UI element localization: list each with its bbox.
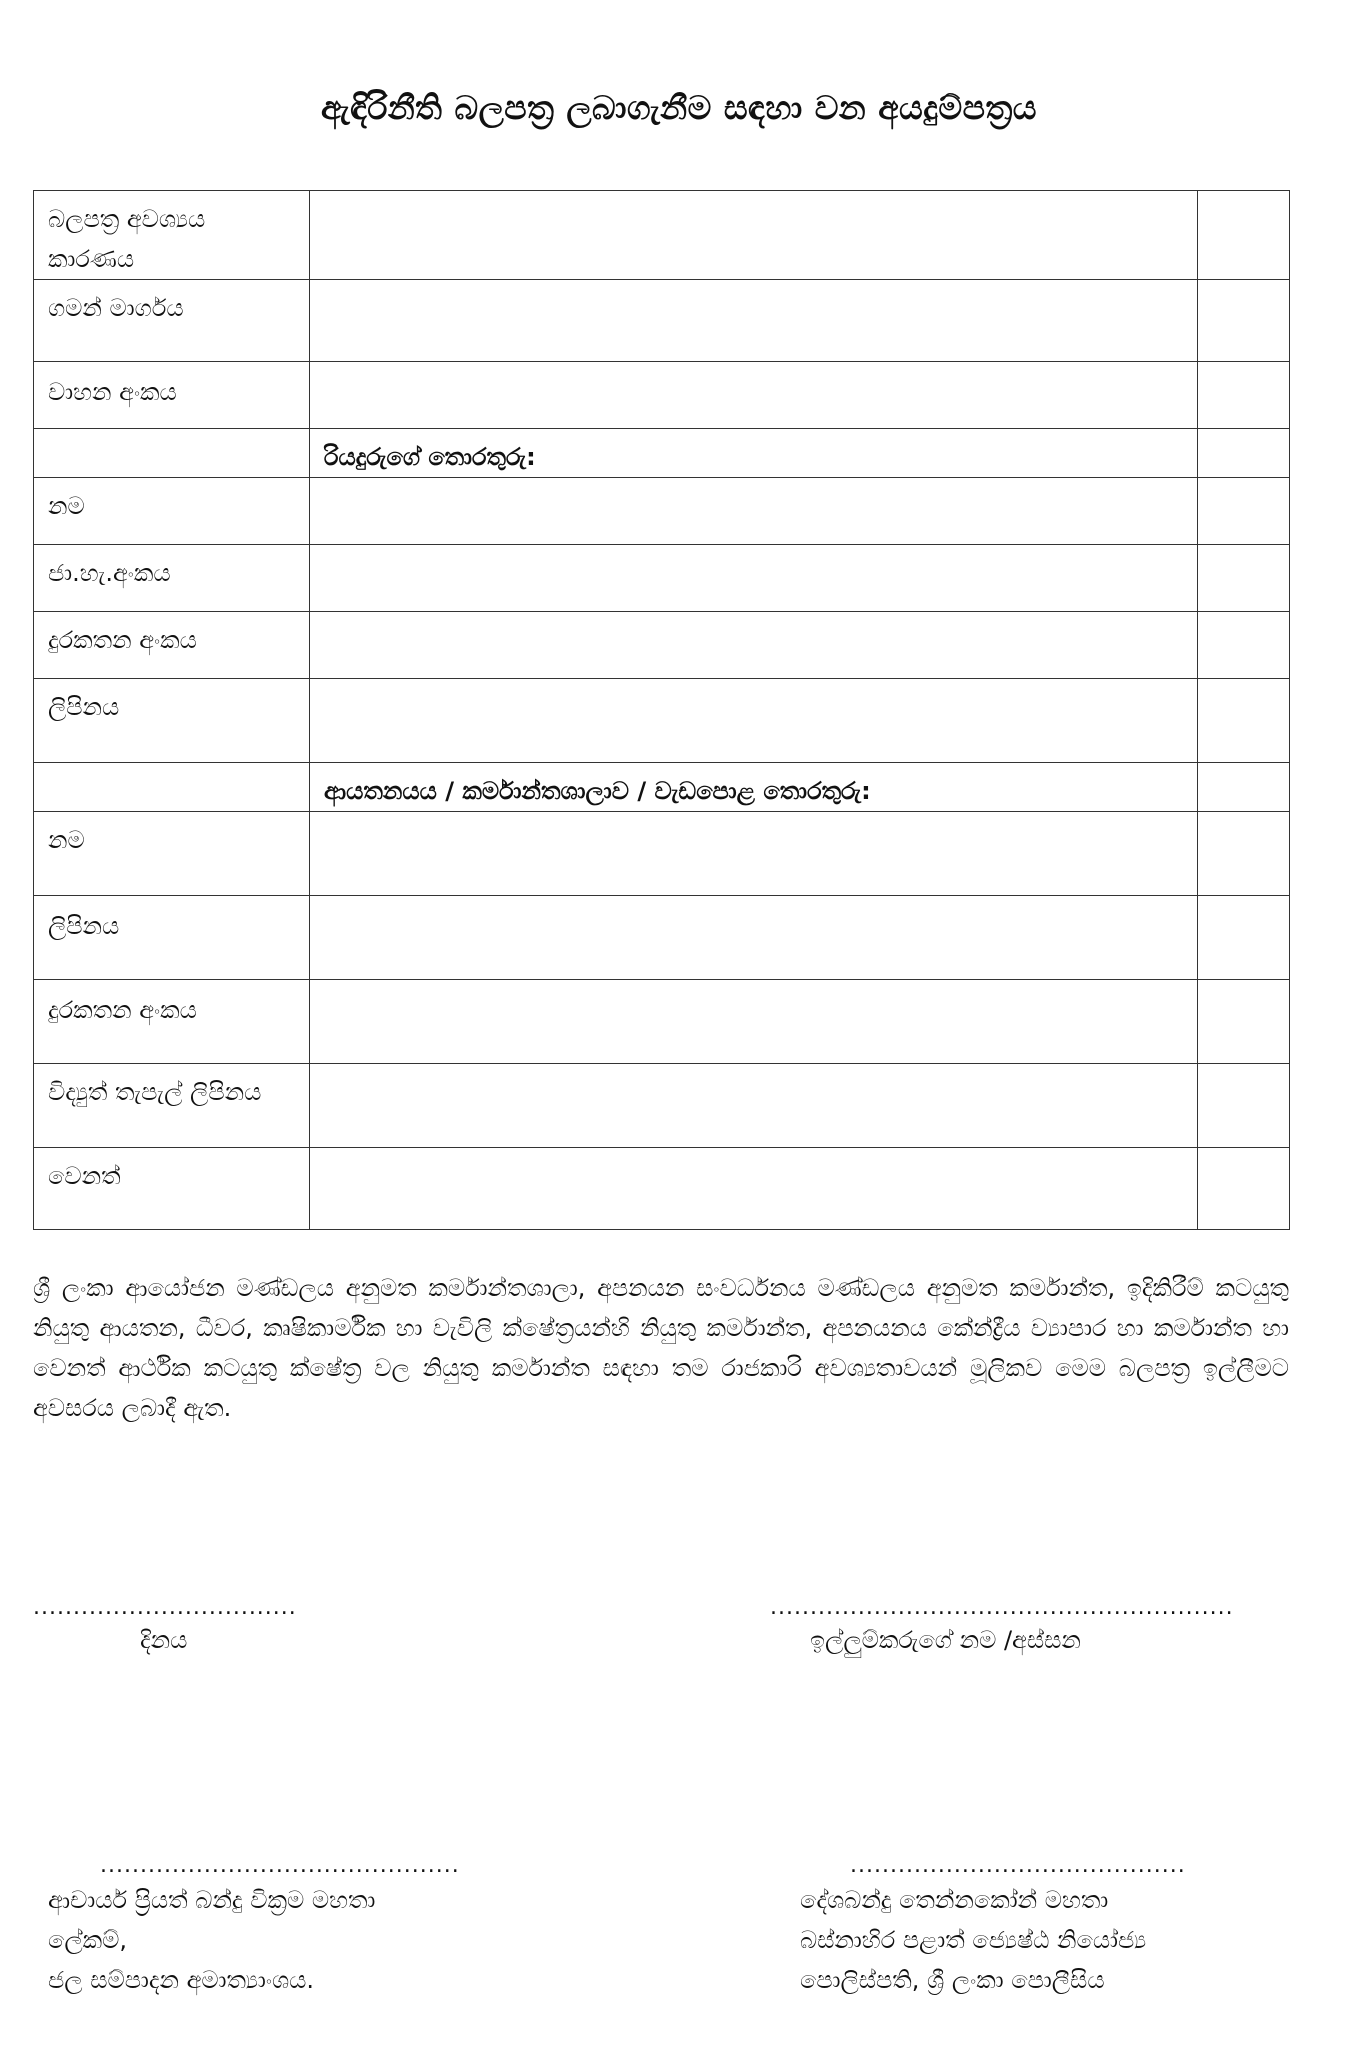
other-label: වෙනත් xyxy=(34,1148,310,1230)
institution-phone-extra-field[interactable] xyxy=(1198,980,1290,1064)
institution-name-field[interactable] xyxy=(310,812,1198,896)
form-row-driver-phone xyxy=(34,612,1290,679)
permit-reason-extra-field[interactable] xyxy=(1198,191,1290,280)
institution-email-label: විද්‍යුත් තැපැල් ලිපිනය xyxy=(34,1064,310,1148)
secretary-signature-line: ............................................. xyxy=(100,1853,460,1878)
permit-reason-field[interactable] xyxy=(310,191,1198,280)
form-row-institution-phone xyxy=(34,980,1290,1064)
form-title: ඇඳිරිනීති බලපත්‍ර ලබාගැනීම සඳහා වන අයදුම්පත්‍රය xyxy=(320,88,1037,127)
form-row-permit-reason xyxy=(34,191,1290,280)
other-extra-field[interactable] xyxy=(1198,1148,1290,1230)
driver-name-label: නම xyxy=(34,478,310,545)
route-extra-field[interactable] xyxy=(1198,280,1290,362)
driver-nic-label: ජා.හැ.අංකය xyxy=(34,545,310,612)
institution-phone-label: දුරකතන අංකය xyxy=(34,980,310,1064)
applicant-signature-label: ඉල්ලුම්කරුගේ නම /අස්සන xyxy=(810,1626,1081,1654)
form-row-other xyxy=(34,1148,1290,1230)
institution-phone-field[interactable] xyxy=(310,980,1198,1064)
institution-heading-blank-right xyxy=(1198,763,1290,812)
driver-address-extra-field[interactable] xyxy=(1198,679,1290,763)
institution-address-extra-field[interactable] xyxy=(1198,896,1290,980)
institution-info-heading-row xyxy=(34,763,1290,812)
driver-address-field[interactable] xyxy=(310,679,1198,763)
eligibility-paragraph: ශ්‍රී ලංකා ආයෝජන මණ්ඩලය අනුමත කර්මාන්තශාලා, අපනයන සංවර්ධනය මණ්ඩලය අනුමත කර්මාන්ත, ඉදිකිරීම් කටයුතු නියුතු ආයතන, ධීවර, කෘෂිකාර්මික හා වැවිලි ක්ෂේත්‍රයන්හි නියුතු කර්මාන්ත, අපනයනය කේන්ද්‍රීය ව්‍යාපාර හා කර්මාන්ත හා වෙනත් ආර්ථික කටයුතු ක්ෂේත්‍ර වල නියුතු කර්මාන්ත සඳහා තම රාජකාරි අවශ්‍යතාවයන් මූලිකව මෙම බලපත්‍ර ඉල්ලීමට අවසරය ලබාදී ඇත. xyxy=(33,1274,1289,1422)
institution-email-field[interactable] xyxy=(310,1064,1198,1148)
vehicle-no-field[interactable] xyxy=(310,362,1198,429)
other-field[interactable] xyxy=(310,1148,1198,1230)
secretary-ministry: ජල සම්පාදන අමාත්‍යාංශය. xyxy=(48,1966,315,1994)
form-row-driver-nic xyxy=(34,545,1290,612)
form-row-route xyxy=(34,280,1290,362)
applicant-signature-line: .......................................................... xyxy=(770,1595,1234,1620)
driver-heading-blank xyxy=(34,429,310,478)
vehicle-no-label: වාහන අංකය xyxy=(34,362,310,429)
route-field[interactable] xyxy=(310,280,1198,362)
permit-reason-label: බලපත්‍ර අවශ්‍යය කාරණය xyxy=(34,191,310,280)
application-form-table xyxy=(33,190,1290,1230)
secretary-name: ආචාර්ය ප්‍රියත් බන්දු වික්‍රම මහතා xyxy=(48,1886,376,1914)
route-label: ගමන් මාර්ගය xyxy=(34,280,310,362)
secretary-signatory-block xyxy=(48,1880,375,2000)
driver-phone-extra-field[interactable] xyxy=(1198,612,1290,679)
driver-name-extra-field[interactable] xyxy=(1198,478,1290,545)
institution-address-label: ලිපිනය xyxy=(34,896,310,980)
driver-phone-field[interactable] xyxy=(310,612,1198,679)
police-signature-line: .......................................... xyxy=(850,1853,1186,1878)
driver-nic-extra-field[interactable] xyxy=(1198,545,1290,612)
institution-info-heading: ආයතනයය / කර්මාන්තශාලාව / වැඩපොළ තොරතුරු: xyxy=(310,763,1198,812)
form-row-driver-name xyxy=(34,478,1290,545)
vehicle-no-extra-field[interactable] xyxy=(1198,362,1290,429)
driver-address-label: ලිපිනය xyxy=(34,679,310,763)
police-signatory-block xyxy=(800,1880,1146,2000)
driver-phone-label: දුරකතන අංකය xyxy=(34,612,310,679)
police-officer-title: බස්නාහිර පළාත් ජ්‍යෙෂ්ඨ නියෝජ්‍ය xyxy=(800,1926,1147,1954)
form-row-driver-address xyxy=(34,679,1290,763)
form-row-institution-address xyxy=(34,896,1290,980)
institution-heading-blank xyxy=(34,763,310,812)
driver-info-heading: රියදුරුගේ තොරතුරු: xyxy=(310,429,1198,478)
institution-name-extra-field[interactable] xyxy=(1198,812,1290,896)
date-label: දිනය xyxy=(140,1626,188,1654)
institution-name-label: නම xyxy=(34,812,310,896)
driver-info-heading-row xyxy=(34,429,1290,478)
secretary-title: ලේකම්, xyxy=(48,1926,128,1954)
driver-nic-field[interactable] xyxy=(310,545,1198,612)
date-signature-line: ................................. xyxy=(33,1595,297,1620)
form-row-institution-name xyxy=(34,812,1290,896)
institution-address-field[interactable] xyxy=(310,896,1198,980)
police-officer-name: දේශබන්දු තෙන්නකෝන් මහතා xyxy=(800,1886,1109,1914)
institution-email-extra-field[interactable] xyxy=(1198,1064,1290,1148)
driver-heading-blank-right xyxy=(1198,429,1290,478)
driver-name-field[interactable] xyxy=(310,478,1198,545)
form-row-vehicle xyxy=(34,362,1290,429)
police-officer-organization: පොලිස්පති, ශ්‍රී ලංකා පොලීසිය xyxy=(800,1966,1105,1994)
form-row-institution-email xyxy=(34,1064,1290,1148)
